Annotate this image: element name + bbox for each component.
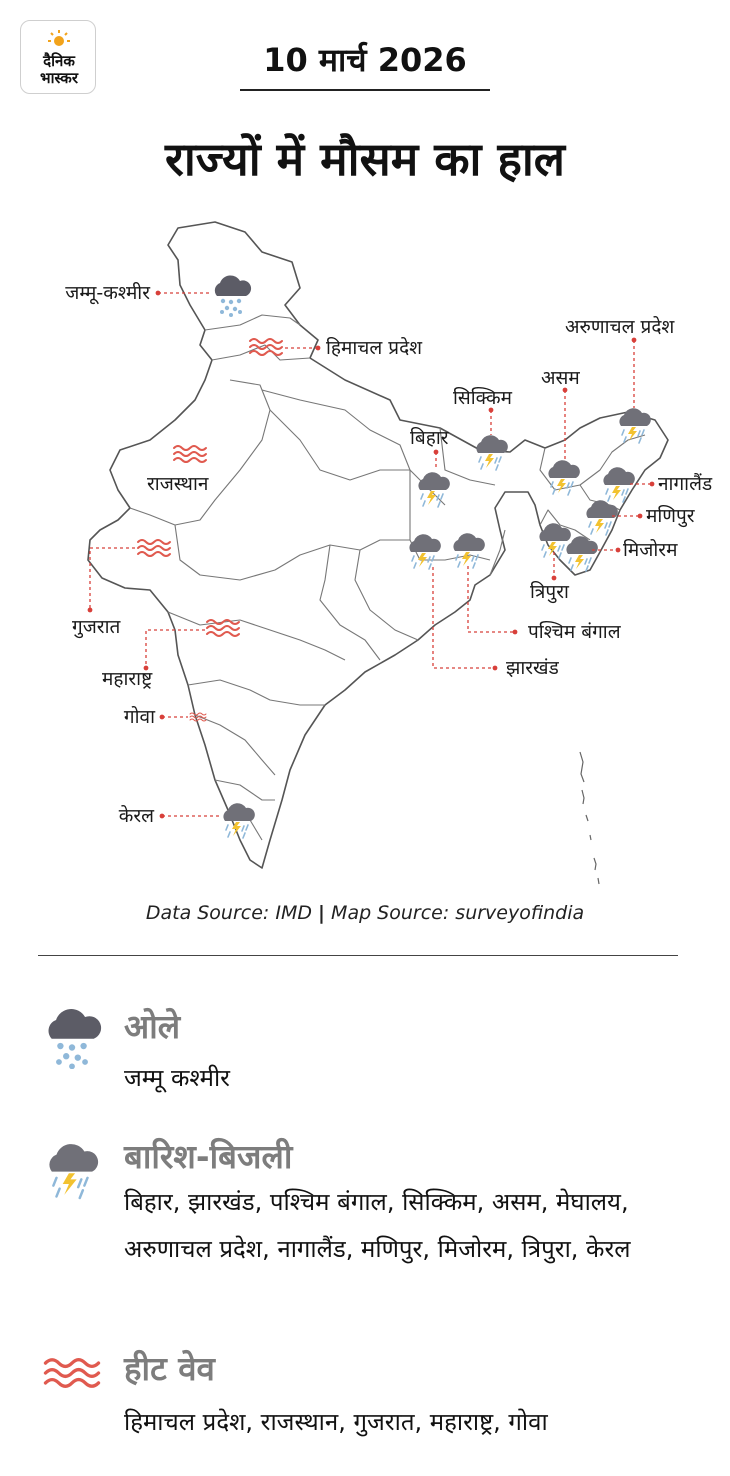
legend-hail-title: ओले xyxy=(124,1007,181,1046)
label-wb: पश्चिम बंगाल xyxy=(528,621,621,643)
india-weather-map xyxy=(0,200,730,900)
legend-storm-states: बिहार, झारखंड, पश्चिम बंगाल, सिक्किम, असम, मेघालय, अरुणाचल प्रदेश, नागालैंड, मणिपुर, मिजोरम, त्रिपुरा, केरल xyxy=(124,1188,631,1263)
date-underline xyxy=(240,89,490,91)
label-jh: झारखंड xyxy=(506,657,559,679)
label-goa: गोवा xyxy=(123,706,155,728)
logo xyxy=(20,20,96,94)
label-guj: गुजरात xyxy=(72,616,121,638)
label-tri: त्रिपुरा xyxy=(530,581,569,603)
label-ker: केरल xyxy=(118,805,154,827)
page-title: राज्यों में मौसम का हाल xyxy=(165,132,565,186)
label-nag: नागालैंड xyxy=(658,473,713,495)
data-source: Data Source: IMD xyxy=(145,902,312,924)
source-separator: | xyxy=(318,902,325,924)
label-mah: महाराष्ट्र xyxy=(102,668,153,690)
label-arp: अरुणाचल प्रदेश xyxy=(565,316,675,338)
label-bih: बिहार xyxy=(410,427,449,449)
andaman-islands xyxy=(580,752,599,884)
legend-storm-title: बारिश-बिजली xyxy=(124,1137,293,1176)
thunderstorm-rain-icon xyxy=(40,1141,104,1205)
label-sik: सिक्किम xyxy=(453,387,512,409)
label-miz: मिजोरम xyxy=(623,539,678,561)
date: 10 मार्च 2026 xyxy=(263,41,467,79)
legend-hail-states: जम्मू कश्मीर xyxy=(124,1064,230,1092)
logo-line2: भास्कर xyxy=(40,69,78,87)
label-jk: जम्मू-कश्मीर xyxy=(65,282,150,304)
divider xyxy=(38,955,678,956)
legend-heat-title: हीट वेव xyxy=(124,1349,215,1388)
source-line xyxy=(0,902,730,924)
sun-logo-icon xyxy=(21,21,97,95)
label-raj: राजस्थान xyxy=(147,473,209,495)
heatwave-icon xyxy=(40,1353,104,1393)
hail-cloud-icon xyxy=(40,1005,104,1069)
legend-heat-states: हिमाचल प्रदेश, राजस्थान, गुजरात, महाराष्ट्र, गोवा xyxy=(124,1408,548,1436)
map-source: Map Source: surveyofindia xyxy=(331,902,585,924)
label-asm: असम xyxy=(541,367,580,389)
logo-line1: दैनिक xyxy=(43,52,75,70)
label-man: मणिपुर xyxy=(646,505,695,527)
label-hp: हिमाचल प्रदेश xyxy=(326,337,423,359)
